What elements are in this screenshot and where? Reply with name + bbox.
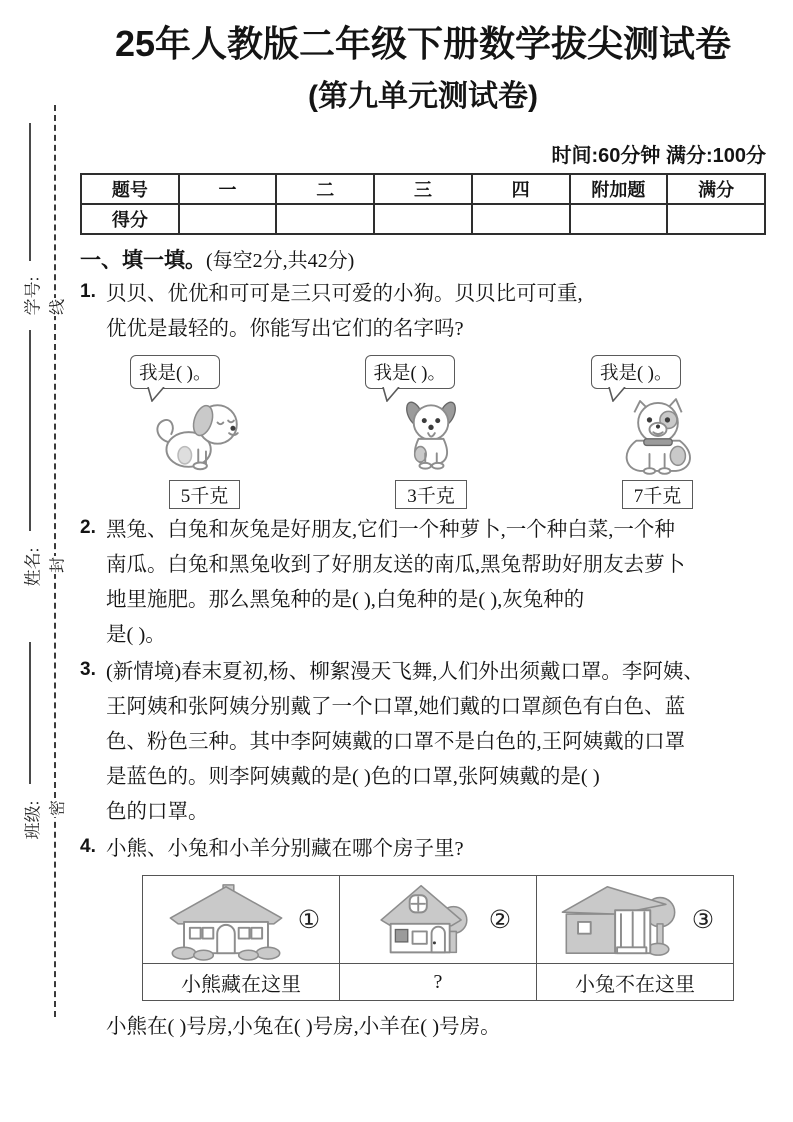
score-table-header-row — [81, 174, 765, 204]
question-2-line: 南瓜。白兔和黑兔收到了好朋友送的南瓜,黑兔帮助好朋友去萝卜 — [106, 554, 686, 577]
question-2-number: 2. — [80, 517, 96, 539]
weight-label-3: 7千克 — [622, 480, 694, 509]
paper-title: 25年人教版二年级下册数学拔尖测试卷 — [114, 23, 732, 64]
weight-label-1: 5千克 — [169, 480, 241, 509]
score-row-label: 得分 — [81, 204, 179, 234]
speech-bubble-2 — [365, 355, 455, 389]
puppy-dark-ears-icon — [383, 397, 479, 475]
seal-char-xian: 线 — [45, 298, 68, 316]
houses-table — [142, 875, 734, 1001]
question-3-line: 是蓝色的。则李阿姨戴的是( )色的口罩,张阿姨戴的是( ) — [106, 766, 600, 789]
question-2-line: 地里施肥。那么黑兔种的是( ),白兔种的是( ),灰兔种的 — [106, 589, 585, 612]
house-cell-1 — [143, 876, 340, 964]
question-2-line: 是( )。 — [106, 624, 166, 647]
question-1-number: 1. — [80, 281, 96, 303]
seal-char-mi: 密 — [45, 799, 68, 817]
score-table — [80, 173, 766, 235]
test-paper — [80, 16, 766, 1039]
question-4-prompt: 小熊、小兔和小羊分别藏在哪个房子里? — [106, 838, 464, 861]
house-cell-3 — [537, 876, 734, 964]
question-3-line: 色的口罩。 — [106, 801, 209, 824]
speech-bubble-3 — [591, 355, 681, 389]
score-header-cell: 二 — [276, 174, 374, 204]
question-4 — [80, 832, 766, 867]
house-number-2: ② — [488, 906, 512, 934]
house-caption-3: 小兔不在这里 — [537, 964, 734, 1001]
section-one-title: 一、填一填。 — [80, 249, 206, 273]
score-header-cell: 四 — [472, 174, 570, 204]
dog-item-1 — [102, 355, 307, 509]
question-3-text — [106, 655, 704, 830]
question-4-number: 4. — [80, 836, 96, 858]
bulldog-patch-eye-icon — [606, 397, 710, 475]
paper-subtitle: (第九单元测试卷) — [308, 80, 538, 114]
question-2 — [80, 513, 766, 653]
student-id-blank-line — [29, 123, 31, 261]
student-id-label: 学号: — [23, 276, 43, 316]
seal-margin — [0, 0, 80, 1122]
score-empty-cell — [179, 204, 277, 234]
puppy-floppy-ear-icon — [152, 397, 258, 475]
speech-bubble-text: 我是( )。 — [130, 355, 220, 389]
house-porch-icon — [556, 879, 684, 961]
house-chimney-icon — [162, 879, 290, 961]
speech-bubble-1 — [130, 355, 220, 389]
question-3-line: 王阿姨和张阿姨分别戴了一个口罩,她们戴的口罩颜色有白色、蓝 — [106, 696, 686, 719]
question-2-text — [106, 513, 685, 653]
question-4-text — [106, 832, 464, 867]
score-empty-cell — [276, 204, 374, 234]
question-3-line: 色、粉色三种。其中李阿姨戴的口罩不是白色的,王阿姨戴的口罩 — [106, 731, 686, 754]
question-1-text — [106, 277, 583, 347]
question-3-line: (新情境)春末夏初,杨、柳絮漫天飞舞,人们外出须戴口罩。李阿姨、 — [106, 661, 704, 684]
house-attic-icon — [365, 880, 481, 960]
score-header-cell: 附加题 — [570, 174, 668, 204]
speech-bubble-text: 我是( )。 — [591, 355, 681, 389]
weight-label-2: 3千克 — [395, 480, 467, 509]
score-header-cell: 题号 — [81, 174, 179, 204]
house-number-3: ③ — [691, 906, 715, 934]
house-cell-2 — [340, 876, 537, 964]
question-1-figure — [80, 347, 766, 511]
score-empty-cell — [472, 204, 570, 234]
dog-item-2 — [329, 355, 534, 509]
score-empty-cell — [374, 204, 472, 234]
question-1 — [80, 277, 766, 347]
class-label: 班级: — [23, 800, 43, 840]
speech-bubble-tail-icon — [607, 387, 629, 402]
question-2-line: 黑兔、白兔和灰兔是好朋友,它们一个种萝卜,一个种白菜,一个种 — [106, 519, 675, 542]
question-1-line: 优优是最轻的。你能写出它们的名字吗? — [106, 318, 464, 341]
name-blank-line — [29, 330, 31, 531]
score-empty-cell — [570, 204, 668, 234]
name-label: 姓名: — [23, 547, 43, 587]
question-4-answer-line: 小熊在( )号房,小兔在( )号房,小羊在( )号房。 — [106, 1016, 501, 1039]
class-blank-line — [29, 642, 31, 784]
score-header-cell: 三 — [374, 174, 472, 204]
score-empty-cell — [667, 204, 765, 234]
speech-bubble-tail-icon — [381, 387, 403, 402]
speech-bubble-tail-icon — [146, 387, 168, 402]
section-one-heading — [80, 244, 766, 274]
time-score-info: 时间:60分钟 满分:100分 — [551, 145, 766, 168]
question-3 — [80, 655, 766, 830]
houses-caption-row — [143, 964, 734, 1001]
score-table-score-row — [81, 204, 765, 234]
score-header-cell: 满分 — [667, 174, 765, 204]
seal-char-feng: 封 — [45, 556, 68, 574]
house-number-1: ① — [297, 906, 321, 934]
question-1-line: 贝贝、优优和可可是三只可爱的小狗。贝贝比可可重, — [106, 283, 583, 306]
house-caption-2: ? — [340, 964, 537, 1001]
section-one-note: (每空2分,共42分) — [206, 250, 355, 273]
score-header-cell: 一 — [179, 174, 277, 204]
dog-item-3 — [555, 355, 760, 509]
question-3-number: 3. — [80, 659, 96, 681]
houses-image-row — [143, 876, 734, 964]
speech-bubble-text: 我是( )。 — [365, 355, 455, 389]
house-caption-1: 小熊藏在这里 — [143, 964, 340, 1001]
